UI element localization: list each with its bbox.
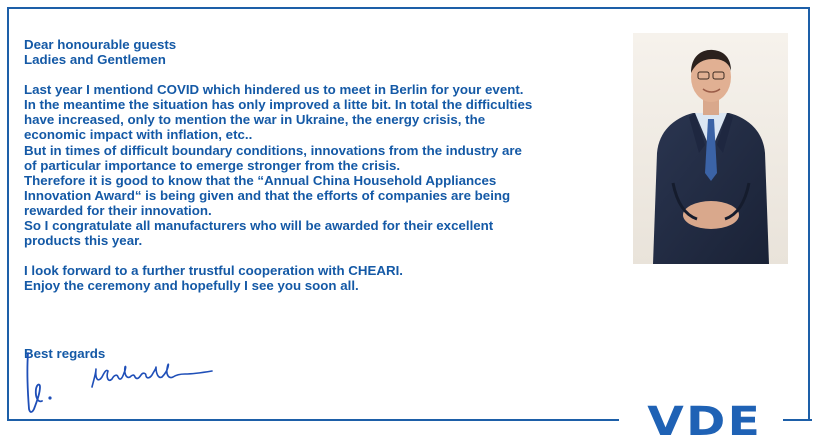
closing-line-1: I look forward to a further trustful cooperation with CHEARI.: [24, 263, 403, 279]
body-line-3: have increased, only to mention the war in Ukraine, the energy crisis, the: [24, 112, 486, 128]
portrait-photo: [633, 33, 788, 264]
body-line-2: In the meantime the situation has only improved a litte bit. In total the difficulties: [24, 97, 533, 113]
paragraph-spacer: [24, 67, 624, 82]
salutation-line-2: Ladies and Gentlemen: [24, 52, 166, 68]
letter-body: [24, 37, 624, 293]
bottom-rule-right: [783, 419, 812, 421]
body-line-6: of particular importance to emerge stronger from the crisis.: [24, 157, 401, 173]
body-line-7: Therefore it is good to know that the “Annual China Household Appliances: [24, 172, 497, 188]
sign-off: Best regards: [24, 346, 106, 361]
handwritten-signature: [22, 349, 232, 419]
closing-line-2: Enjoy the ceremony and hopefully I see you soon all.: [24, 278, 359, 294]
vde-logo-text: VDE: [647, 399, 763, 445]
body-line-5: But in times of difficult boundary conditions, innovations from the industry are: [24, 142, 522, 158]
body-line-10: So I congratulate all manufacturers who will be awarded for their excellent: [24, 218, 494, 234]
salutation-line-1: Dear honourable guests: [24, 37, 177, 52]
body-line-1: Last year I mentiond COVID which hindered us to meet in Berlin for your event.: [24, 82, 524, 98]
bottom-rule-left: [7, 419, 619, 421]
body-line-11: products this year.: [24, 233, 143, 249]
body-line-8: Innovation Award“ is being given and that the efforts of companies are being: [24, 187, 511, 203]
body-line-9: rewarded for their innovation.: [24, 202, 212, 218]
body-line-4: economic impact with inflation, etc..: [24, 127, 253, 143]
vde-logo: [631, 399, 779, 445]
portrait-illustration: [633, 33, 788, 264]
paragraph-spacer: [24, 248, 624, 263]
